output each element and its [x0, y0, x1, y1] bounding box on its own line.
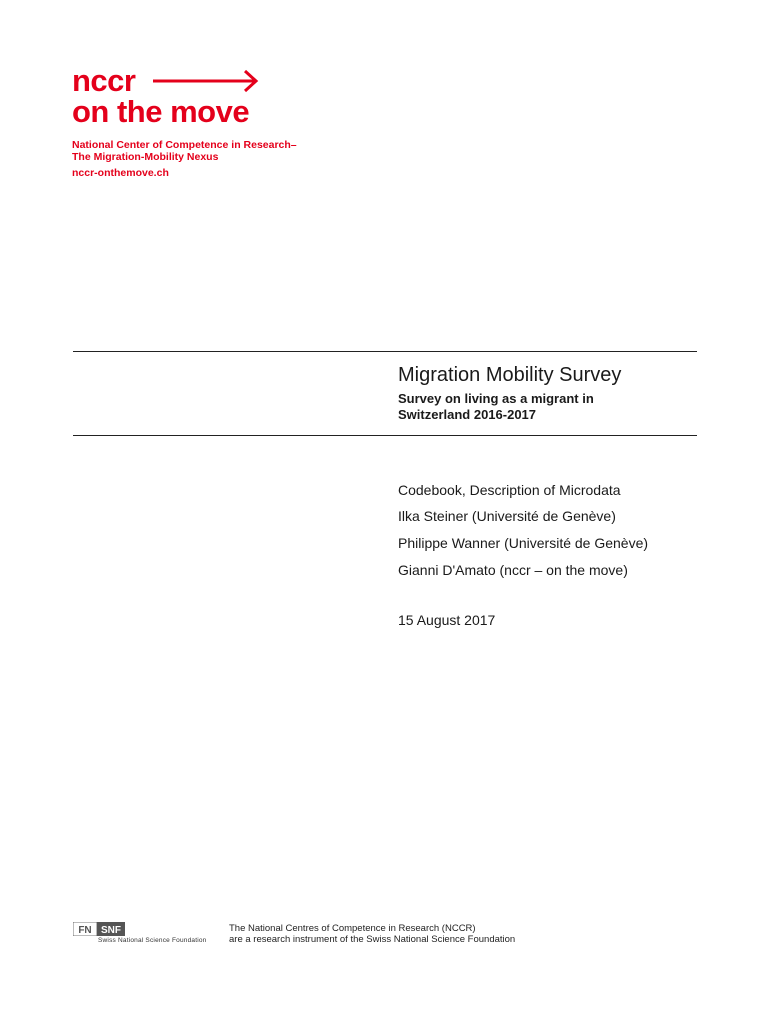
author-2: Philippe Wanner (Université de Genève) — [398, 535, 649, 551]
footer-note-line2: are a research instrument of the Swiss National Science Foundation — [229, 934, 516, 945]
divider-bottom — [73, 435, 697, 436]
document-description: Codebook, Description of Microdata — [398, 482, 621, 498]
page-title: Migration Mobility Survey — [398, 364, 622, 386]
right-arrow-icon — [151, 68, 261, 94]
author-1: Ilka Steiner (Université de Genève) — [398, 508, 616, 524]
logo-on-the-move-text: on the move — [72, 94, 250, 129]
subtitle-line2: Switzerland 2016-2017 — [398, 407, 537, 422]
website-link[interactable]: nccr-onthemove.ch — [72, 167, 169, 179]
publication-date: 15 August 2017 — [398, 612, 496, 628]
author-3: Gianni D'Amato (nccr – on the move) — [398, 562, 628, 578]
svg-text:SNF: SNF — [101, 925, 121, 936]
logo-nccr-text: nccr — [72, 63, 136, 98]
footer-note-line1: The National Centres of Competence in Research (NCCR) — [229, 923, 476, 934]
org-name-line1: National Center of Competence in Research– — [72, 139, 297, 151]
svg-text:FN: FN — [78, 925, 92, 936]
divider-top — [73, 351, 697, 352]
snf-tagline: Swiss National Science Foundation — [98, 937, 207, 944]
subtitle-line1: Survey on living as a migrant in — [398, 391, 594, 406]
snf-logo — [73, 922, 125, 936]
org-name-line2: The Migration-Mobility Nexus — [72, 151, 219, 163]
